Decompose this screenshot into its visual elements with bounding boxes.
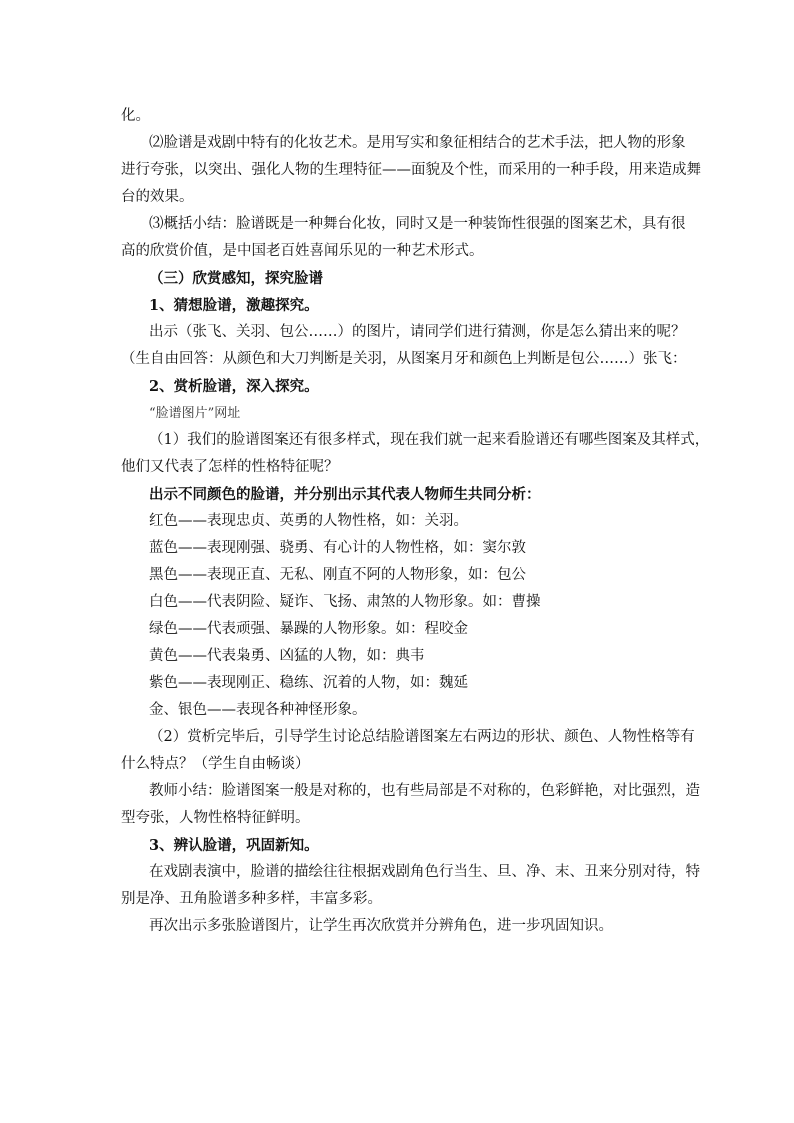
text-line: 紫色——表现刚正、稳练、沉着的人物，如：魏延 (149, 675, 468, 691)
text-line: 出示（张飞、关羽、包公……）的图片，请同学们进行猜测，你是怎么猜出来的呢？ (149, 324, 686, 340)
text-line: 别是净、丑角脸谱多种多样，丰富多彩。 (121, 891, 382, 907)
text-line: （生自由回答：从颜色和大刀判断是关羽，从图案月牙和颜色上判断是包公……）张飞： (121, 351, 687, 367)
text-line: 在戏剧表演中，脸谱的描绘往往根据戏剧角色行当生、旦、净、末、丑来分别对待，特 (149, 864, 700, 880)
text-line: 高的欣赏价值，是中国老百姓喜闻乐见的一种艺术形式。 (121, 243, 484, 259)
text-line: ⑵脸谱是戏剧中特有的化妆艺术。是用写实和象征相结合的艺术手法，把人物的形象 (149, 135, 686, 151)
text-line: 型夸张，人物性格特征鲜明。 (121, 810, 310, 826)
text-line: ⑶概括小结：脸谱既是一种舞台化妆，同时又是一种装饰性很强的图案艺术，具有很 (149, 216, 686, 232)
text-line: 化。 (121, 108, 150, 124)
section-heading: 3、辨认脸谱，巩固新知。 (149, 837, 319, 854)
text-line: 台的效果。 (121, 189, 194, 205)
section-heading: （三）欣赏感知，探究脸谱 (149, 270, 323, 287)
text-line: 教师小结：脸谱图案一般是对称的，也有些局部是不对称的，色彩鲜艳，对比强烈，造 (149, 783, 700, 799)
section-heading: 1、猜想脸谱，激趣探究。 (149, 297, 319, 314)
section-heading: 出示不同颜色的脸谱，并分别出示其代表人物师生共同分析： (149, 486, 541, 503)
text-line: 黑色——表现正直、无私、刚直不阿的人物形象，如：包公 (149, 567, 526, 583)
text-line: 蓝色——表现刚强、骁勇、有心计的人物性格，如：窦尔敦 (149, 540, 526, 556)
text-line: 金、银色——表现各种神怪形象。 (149, 702, 367, 718)
text-line: 进行夸张，以突出、强化人物的生理特征——面貌及个性，而采用的一种手段，用来造成舞 (121, 162, 701, 178)
text-line: 黄色——代表枭勇、凶猛的人物，如：典韦 (149, 648, 425, 664)
section-heading: 2、赏析脸谱，深入探究。 (149, 378, 319, 395)
text-line: “脸谱图片”网址 (149, 406, 241, 421)
text-line: （2）赏析完毕后，引导学生讨论总结脸谱图案左右两边的形状、颜色、人物性格等有 (149, 729, 695, 745)
text-line: 什么特点？（学生自由畅谈） (121, 756, 310, 772)
text-line: 他们又代表了怎样的性格特征呢？ (121, 459, 339, 475)
document-page (121, 103, 710, 940)
text-line: 红色——表现忠贞、英勇的人物性格，如：关羽。 (149, 513, 468, 529)
text-line: 白色——代表阴险、疑诈、飞扬、肃煞的人物形象。如：曹操 (149, 594, 541, 610)
text-line: 绿色——代表顽强、暴躁的人物形象。如：程咬金 (149, 621, 468, 637)
text-line: （1）我们的脸谱图案还有很多样式，现在我们就一起来看脸谱还有哪些图案及其样式， (149, 432, 710, 448)
text-line: 再次出示多张脸谱图片，让学生再次欣赏并分辨角色，进一步巩固知识。 (149, 918, 613, 934)
